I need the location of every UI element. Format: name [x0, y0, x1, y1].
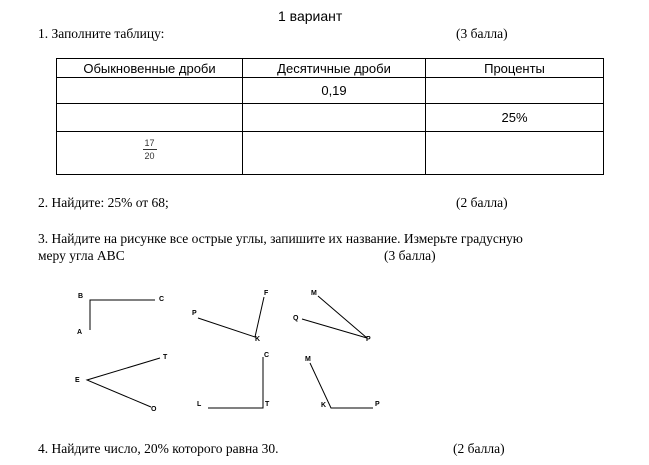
label-abc-c: C [159, 296, 165, 303]
task-2-points: (2 балла) [456, 195, 508, 210]
header-percents: Проценты [426, 59, 604, 78]
angle-abc [90, 300, 155, 330]
cell-decimal[interactable]: 0,19 [243, 78, 426, 104]
label-pkf-f: F [264, 290, 269, 297]
angle-mkp [310, 363, 373, 408]
label-mkp-m: M [305, 356, 311, 363]
label-mqp-p: P [366, 336, 371, 343]
task-3-points: (3 балла) [384, 248, 436, 263]
header-decimal-fractions: Десятичные дроби [243, 59, 426, 78]
angle-pkf [198, 297, 264, 337]
task-3-line-2: меру угла ABC [38, 248, 125, 263]
task-4-points: (2 балла) [453, 441, 505, 456]
label-clt-l: L [197, 401, 202, 408]
fraction-numerator: 17 [144, 138, 155, 148]
label-abc-a: A [77, 329, 83, 336]
label-pkf-p: P [192, 310, 197, 317]
angle-mqp [302, 296, 367, 338]
angle-teo [87, 358, 160, 407]
label-teo-e: E [75, 377, 80, 384]
label-abc-b: B [78, 293, 84, 300]
label-mqp-m: M [311, 290, 317, 297]
variant-heading: 1 вариант [278, 8, 343, 24]
fraction-denominator: 20 [144, 151, 155, 161]
label-mkp-p: P [375, 401, 380, 408]
label-mqp-q: Q [293, 315, 299, 322]
task-3-line-1: 3. Найдите на рисунке все острые углы, запишите их название. Измерьте градусную [38, 231, 523, 246]
task-2-text: 2. Найдите: 25% от 68; [38, 195, 169, 210]
label-mkp-k: K [321, 402, 327, 409]
label-pkf-k: K [255, 336, 261, 343]
label-teo-t: T [163, 354, 168, 361]
header-common-fractions: Обыкновенные дроби [57, 59, 243, 78]
label-teo-o: O [151, 406, 157, 413]
label-clt-t: T [265, 401, 270, 408]
task-4-text: 4. Найдите число, 20% которого равна 30. [38, 441, 279, 456]
label-clt-c: C [264, 352, 270, 359]
angle-clt [208, 357, 263, 408]
cell-percent[interactable]: 25% [426, 104, 604, 132]
task-1-text: 1. Заполните таблицу: [38, 26, 165, 41]
task-1-points: (3 балла) [456, 26, 508, 41]
